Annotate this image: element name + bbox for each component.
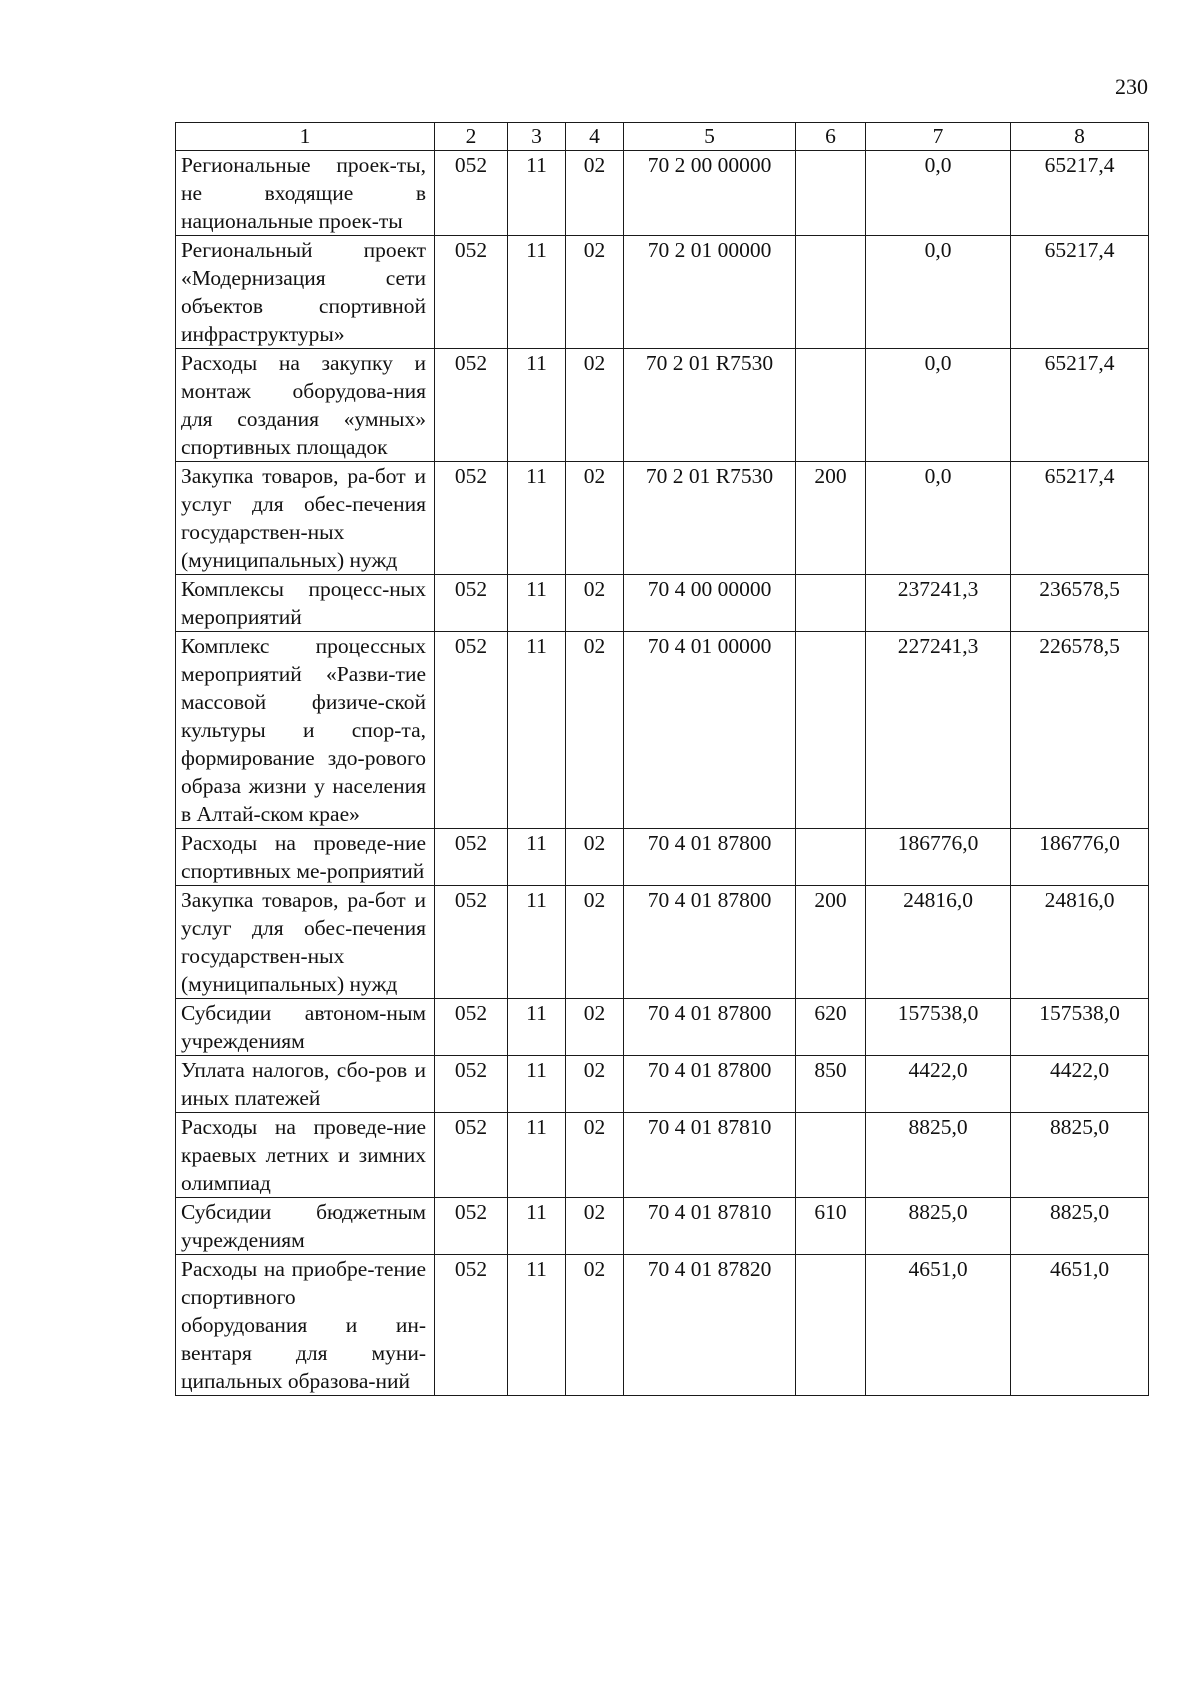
column-header: 7 [866, 123, 1011, 151]
cell-section: 11 [508, 575, 566, 632]
cell-target-code: 70 4 01 87820 [624, 1255, 796, 1396]
row-name: Закупка товаров, ра-бот и услуг для обес-печения государствен-ных (муниципальных) нужд [176, 886, 435, 999]
cell-expense-type [796, 349, 866, 462]
budget-table [175, 122, 1149, 1396]
cell-subsection: 02 [566, 829, 624, 886]
table-row [176, 1113, 1149, 1198]
table-row [176, 886, 1149, 999]
cell-amount-7: 24816,0 [866, 886, 1011, 999]
cell-amount-7: 237241,3 [866, 575, 1011, 632]
cell-subsection: 02 [566, 1198, 624, 1255]
cell-amount-8: 236578,5 [1011, 575, 1149, 632]
cell-amount-8: 226578,5 [1011, 632, 1149, 829]
table-row [176, 1255, 1149, 1396]
cell-section: 11 [508, 1056, 566, 1113]
cell-amount-7: 4422,0 [866, 1056, 1011, 1113]
cell-ministry: 052 [435, 1198, 508, 1255]
cell-amount-8: 24816,0 [1011, 886, 1149, 999]
cell-expense-type: 610 [796, 1198, 866, 1255]
cell-expense-type [796, 632, 866, 829]
cell-amount-8: 65217,4 [1011, 349, 1149, 462]
cell-amount-7: 8825,0 [866, 1198, 1011, 1255]
cell-ministry: 052 [435, 829, 508, 886]
cell-section: 11 [508, 1113, 566, 1198]
cell-subsection: 02 [566, 999, 624, 1056]
row-name: Комплексы процесс-ных мероприятий [176, 575, 435, 632]
row-name: Расходы на закупку и монтаж оборудова-ния для создания «умных» спортивных площадок [176, 349, 435, 462]
cell-ministry: 052 [435, 349, 508, 462]
cell-target-code: 70 4 00 00000 [624, 575, 796, 632]
column-header: 1 [176, 123, 435, 151]
cell-target-code: 70 4 01 87800 [624, 886, 796, 999]
cell-target-code: 70 2 00 00000 [624, 151, 796, 236]
cell-expense-type [796, 1113, 866, 1198]
table-row [176, 1056, 1149, 1113]
cell-expense-type [796, 151, 866, 236]
cell-amount-7: 4651,0 [866, 1255, 1011, 1396]
row-name: Субсидии бюджетным учреждениям [176, 1198, 435, 1255]
cell-amount-8: 8825,0 [1011, 1113, 1149, 1198]
cell-amount-8: 65217,4 [1011, 462, 1149, 575]
table-row [176, 632, 1149, 829]
table-row [176, 1198, 1149, 1255]
table-header-row [176, 123, 1149, 151]
cell-amount-8: 186776,0 [1011, 829, 1149, 886]
cell-ministry: 052 [435, 462, 508, 575]
cell-target-code: 70 4 01 87800 [624, 1056, 796, 1113]
cell-ministry: 052 [435, 886, 508, 999]
cell-amount-7: 186776,0 [866, 829, 1011, 886]
cell-expense-type: 200 [796, 462, 866, 575]
row-name: Закупка товаров, ра-бот и услуг для обес-печения государствен-ных (муниципальных) нужд [176, 462, 435, 575]
cell-subsection: 02 [566, 236, 624, 349]
cell-section: 11 [508, 236, 566, 349]
cell-target-code: 70 4 01 87810 [624, 1113, 796, 1198]
row-name: Расходы на проведе-ние спортивных ме-роприятий [176, 829, 435, 886]
cell-amount-7: 0,0 [866, 151, 1011, 236]
cell-target-code: 70 4 01 87800 [624, 999, 796, 1056]
table-row [176, 236, 1149, 349]
row-name: Региональные проек-ты, не входящие в национальные проек-ты [176, 151, 435, 236]
cell-ministry: 052 [435, 236, 508, 349]
cell-subsection: 02 [566, 462, 624, 575]
cell-ministry: 052 [435, 575, 508, 632]
cell-subsection: 02 [566, 886, 624, 999]
cell-subsection: 02 [566, 1255, 624, 1396]
table-row [176, 462, 1149, 575]
page-number: 230 [1115, 74, 1148, 99]
cell-expense-type [796, 829, 866, 886]
cell-target-code: 70 2 01 R7530 [624, 462, 796, 575]
cell-amount-7: 227241,3 [866, 632, 1011, 829]
cell-subsection: 02 [566, 1056, 624, 1113]
cell-amount-7: 0,0 [866, 462, 1011, 575]
cell-amount-7: 0,0 [866, 236, 1011, 349]
cell-amount-7: 157538,0 [866, 999, 1011, 1056]
cell-target-code: 70 2 01 R7530 [624, 349, 796, 462]
row-name: Региональный проект «Модернизация сети объектов спортивной инфраструктуры» [176, 236, 435, 349]
cell-target-code: 70 4 01 87810 [624, 1198, 796, 1255]
cell-amount-7: 8825,0 [866, 1113, 1011, 1198]
cell-amount-8: 4422,0 [1011, 1056, 1149, 1113]
cell-expense-type [796, 575, 866, 632]
cell-amount-8: 65217,4 [1011, 151, 1149, 236]
row-name: Комплекс процессных мероприятий «Разви-тие массовой физиче-ской культуры и спор-та, формирование здо-рового образа жизни у населения в Алтай-ском крае» [176, 632, 435, 829]
cell-amount-7: 0,0 [866, 349, 1011, 462]
cell-section: 11 [508, 462, 566, 575]
cell-expense-type: 620 [796, 999, 866, 1056]
cell-expense-type: 200 [796, 886, 866, 999]
cell-target-code: 70 4 01 00000 [624, 632, 796, 829]
cell-section: 11 [508, 151, 566, 236]
table-row [176, 999, 1149, 1056]
column-header: 2 [435, 123, 508, 151]
cell-ministry: 052 [435, 1056, 508, 1113]
column-header: 8 [1011, 123, 1149, 151]
cell-ministry: 052 [435, 632, 508, 829]
cell-section: 11 [508, 886, 566, 999]
cell-ministry: 052 [435, 1255, 508, 1396]
cell-expense-type: 850 [796, 1056, 866, 1113]
cell-target-code: 70 4 01 87800 [624, 829, 796, 886]
column-header: 3 [508, 123, 566, 151]
cell-subsection: 02 [566, 1113, 624, 1198]
table-row [176, 575, 1149, 632]
cell-ministry: 052 [435, 1113, 508, 1198]
cell-subsection: 02 [566, 349, 624, 462]
cell-subsection: 02 [566, 632, 624, 829]
column-header: 6 [796, 123, 866, 151]
cell-target-code: 70 2 01 00000 [624, 236, 796, 349]
table-row [176, 349, 1149, 462]
row-name: Расходы на проведе-ние краевых летних и зимних олимпиад [176, 1113, 435, 1198]
column-header: 4 [566, 123, 624, 151]
cell-subsection: 02 [566, 151, 624, 236]
cell-section: 11 [508, 1198, 566, 1255]
cell-section: 11 [508, 349, 566, 462]
table-row [176, 829, 1149, 886]
cell-ministry: 052 [435, 151, 508, 236]
cell-amount-8: 8825,0 [1011, 1198, 1149, 1255]
cell-expense-type [796, 236, 866, 349]
cell-ministry: 052 [435, 999, 508, 1056]
table-row [176, 151, 1149, 236]
cell-section: 11 [508, 829, 566, 886]
cell-amount-8: 65217,4 [1011, 236, 1149, 349]
cell-amount-8: 157538,0 [1011, 999, 1149, 1056]
row-name: Расходы на приобре-тение спортивного оборудования и ин-вентаря для муни-ципальных образова-ний [176, 1255, 435, 1396]
cell-subsection: 02 [566, 575, 624, 632]
row-name: Уплата налогов, сбо-ров и иных платежей [176, 1056, 435, 1113]
cell-section: 11 [508, 632, 566, 829]
row-name: Субсидии автоном-ным учреждениям [176, 999, 435, 1056]
column-header: 5 [624, 123, 796, 151]
cell-amount-8: 4651,0 [1011, 1255, 1149, 1396]
cell-expense-type [796, 1255, 866, 1396]
cell-section: 11 [508, 1255, 566, 1396]
cell-section: 11 [508, 999, 566, 1056]
